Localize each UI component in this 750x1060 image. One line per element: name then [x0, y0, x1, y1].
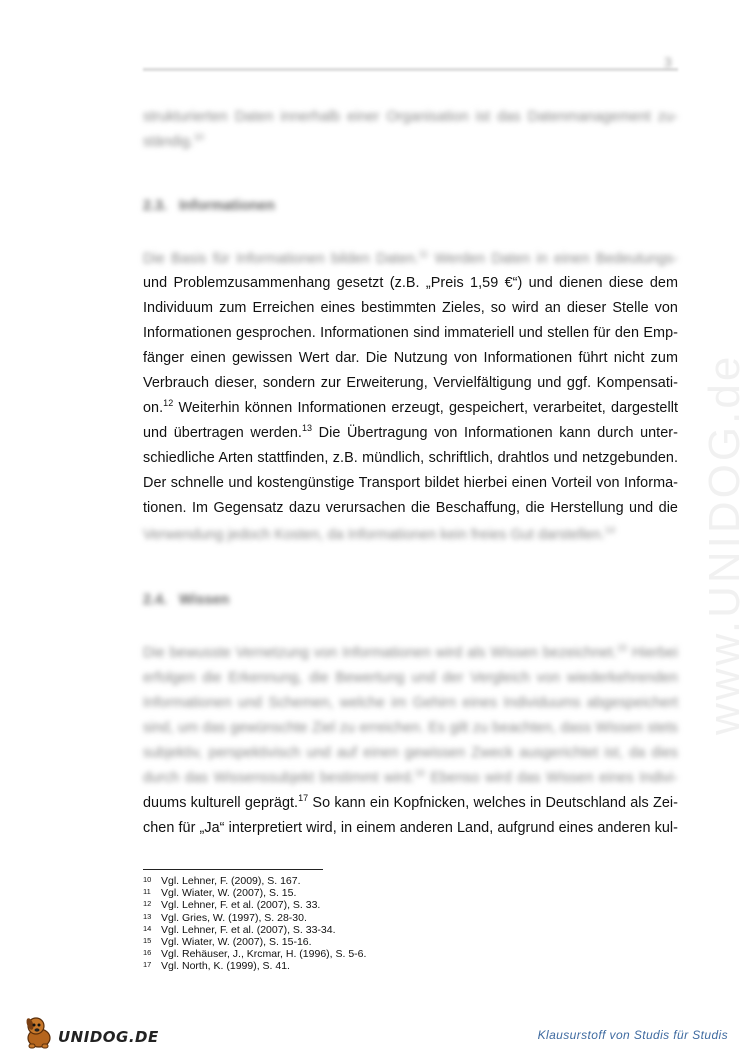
paragraph2-line4: Informationen gesprochen. Informationen sind immateriell und stellen für den Emp-: [143, 325, 678, 341]
section-heading-2-3: [143, 198, 275, 214]
paragraph3-line4: sind, um das gewünschte Ziel zu erreichen. Es gilt zu beachten, dass Wissen stets: [143, 720, 678, 736]
paragraph1-line2: ständig.$^{10}$: [143, 132, 204, 150]
footnote-ref: 17: [298, 793, 309, 804]
paragraph2-line8: und übertragen werden.$^{13}$ Die Übertragung von Informationen kann durch unter-: [143, 423, 678, 441]
header-rule: [143, 68, 678, 71]
section-title: Informationen: [179, 198, 275, 214]
footer-slogan: Klausurstoff von Studis für Studis: [537, 1028, 728, 1042]
footnotes-list: [143, 875, 543, 973]
paragraph2-line12: Verwendung jedoch Kosten, da Informationen kein freies Gut darstellen.$^{14}$: [143, 525, 616, 543]
footnote: 17 Vgl. North, K. (1999), S. 41.: [143, 960, 290, 973]
paragraph3-line7: duums kulturell geprägt.$^{17}$ So kann ein Kopfnicken, welches in Deutschland als Zei-: [143, 793, 678, 811]
footnote: 10 Vgl. Lehner, F. (2009), S. 167.: [143, 875, 301, 887]
paragraph3-line5: subjektiv, perspektivisch und auf einen gewissen Zweck ausgerichtet ist, da dies: [143, 745, 678, 761]
footnote: 14 Vgl. Lehner, F. et al. (2007), S. 33-34.: [143, 923, 336, 936]
page-number: 3: [664, 54, 672, 70]
paragraph3-line2: erfolgen die Erkennung, die Bewertung und der Vergleich von wiederkehrenden: [143, 670, 678, 686]
paragraph3-line1: Die bewusste Vernetzung von Informationen wird als Wissen bezeichnet.$^{15}$ Hierbei: [143, 643, 678, 661]
paragraph2-line7: on.$^{12}$ Weiterhin können Informationen erzeugt, gespeichert, verarbeitet, dargestellt: [143, 398, 678, 416]
unidog-logo[interactable]: [20, 1012, 170, 1052]
logo-text: UNIDOG.DE: [58, 1028, 159, 1046]
paragraph2-line2: und Problemzusammenhang gesetzt (z.B. „Preis 1,59 €“) und dienen diese dem: [143, 275, 678, 291]
paragraph3-line6: durch das Wissenssubjekt bestimmt wird.$^{16}$ Ebenso wird das Wissen eines Indivi-: [143, 768, 678, 786]
paragraph3-line8: chen für „Ja“ interpretiert wird, in einem anderen Land, aufgrund eines anderen kul-: [143, 820, 678, 836]
footnote-ref: 13: [301, 423, 313, 434]
paragraph1-line1: strukturierten Daten innerhalb einer Organisation ist das Datenmanagement zu-: [143, 109, 678, 125]
section-number: 2.4.: [143, 592, 168, 608]
footnote: 13 Vgl. Gries, W. (1997), S. 28-30.: [143, 911, 307, 924]
footnote: 15 Vgl. Wiater, W. (2007), S. 15-16.: [143, 935, 312, 948]
paragraph2-line6: Verbrauch dieser, sondern zur Erweiterung, Vervielfältigung und ggf. Kompensati-: [143, 375, 678, 391]
dog-mascot-icon: [20, 1012, 60, 1052]
footnote-ref: 12: [163, 398, 174, 409]
paragraph2-line9: schiedliche Arten stattfinden, z.B. mündlich, schriftlich, drahtlos und netzgebunden.: [143, 450, 678, 466]
section-heading-2-4: [143, 592, 229, 608]
section-number: 2.3.: [143, 198, 168, 214]
footnote: 16 Vgl. Rehäuser, J., Krcmar, H. (1996), S. 5-6.: [143, 948, 367, 961]
paragraph2-line10: Der schnelle und kostengünstige Transport bildet hierbei einen Vorteil von Informa-: [143, 475, 678, 491]
footnote: 11 Vgl. Wiater, W. (2007), S. 15.: [143, 887, 297, 900]
footnote-separator: [143, 869, 323, 870]
section-title: Wissen: [179, 592, 230, 608]
paragraph3-line3: Informationen und Schemen, welche im Gehirn eines Individuums abgespeichert: [143, 695, 678, 711]
watermark: www.UNIDOG.de: [700, 353, 749, 735]
paragraph2-line1: Die Basis für Informationen bilden Daten.$^{11}$ Werden Daten in einen Bedeutungs-: [143, 249, 678, 267]
paragraph2-line11: tionen. Im Gegensatz dazu verursachen die Beschaffung, die Herstellung und die: [143, 500, 678, 516]
paragraph2-line5: fänger einen gewissen Wert dar. Die Nutzung von Informationen führt nicht zum: [143, 350, 678, 366]
paragraph2-line3: Individuum zum Erreichen eines bestimmten Zieles, so wird an dieser Stelle von: [143, 300, 678, 316]
footnote: 12 Vgl. Lehner, F. et al. (2007), S. 33.: [143, 899, 321, 912]
footnote-ref: 10: [193, 132, 204, 143]
